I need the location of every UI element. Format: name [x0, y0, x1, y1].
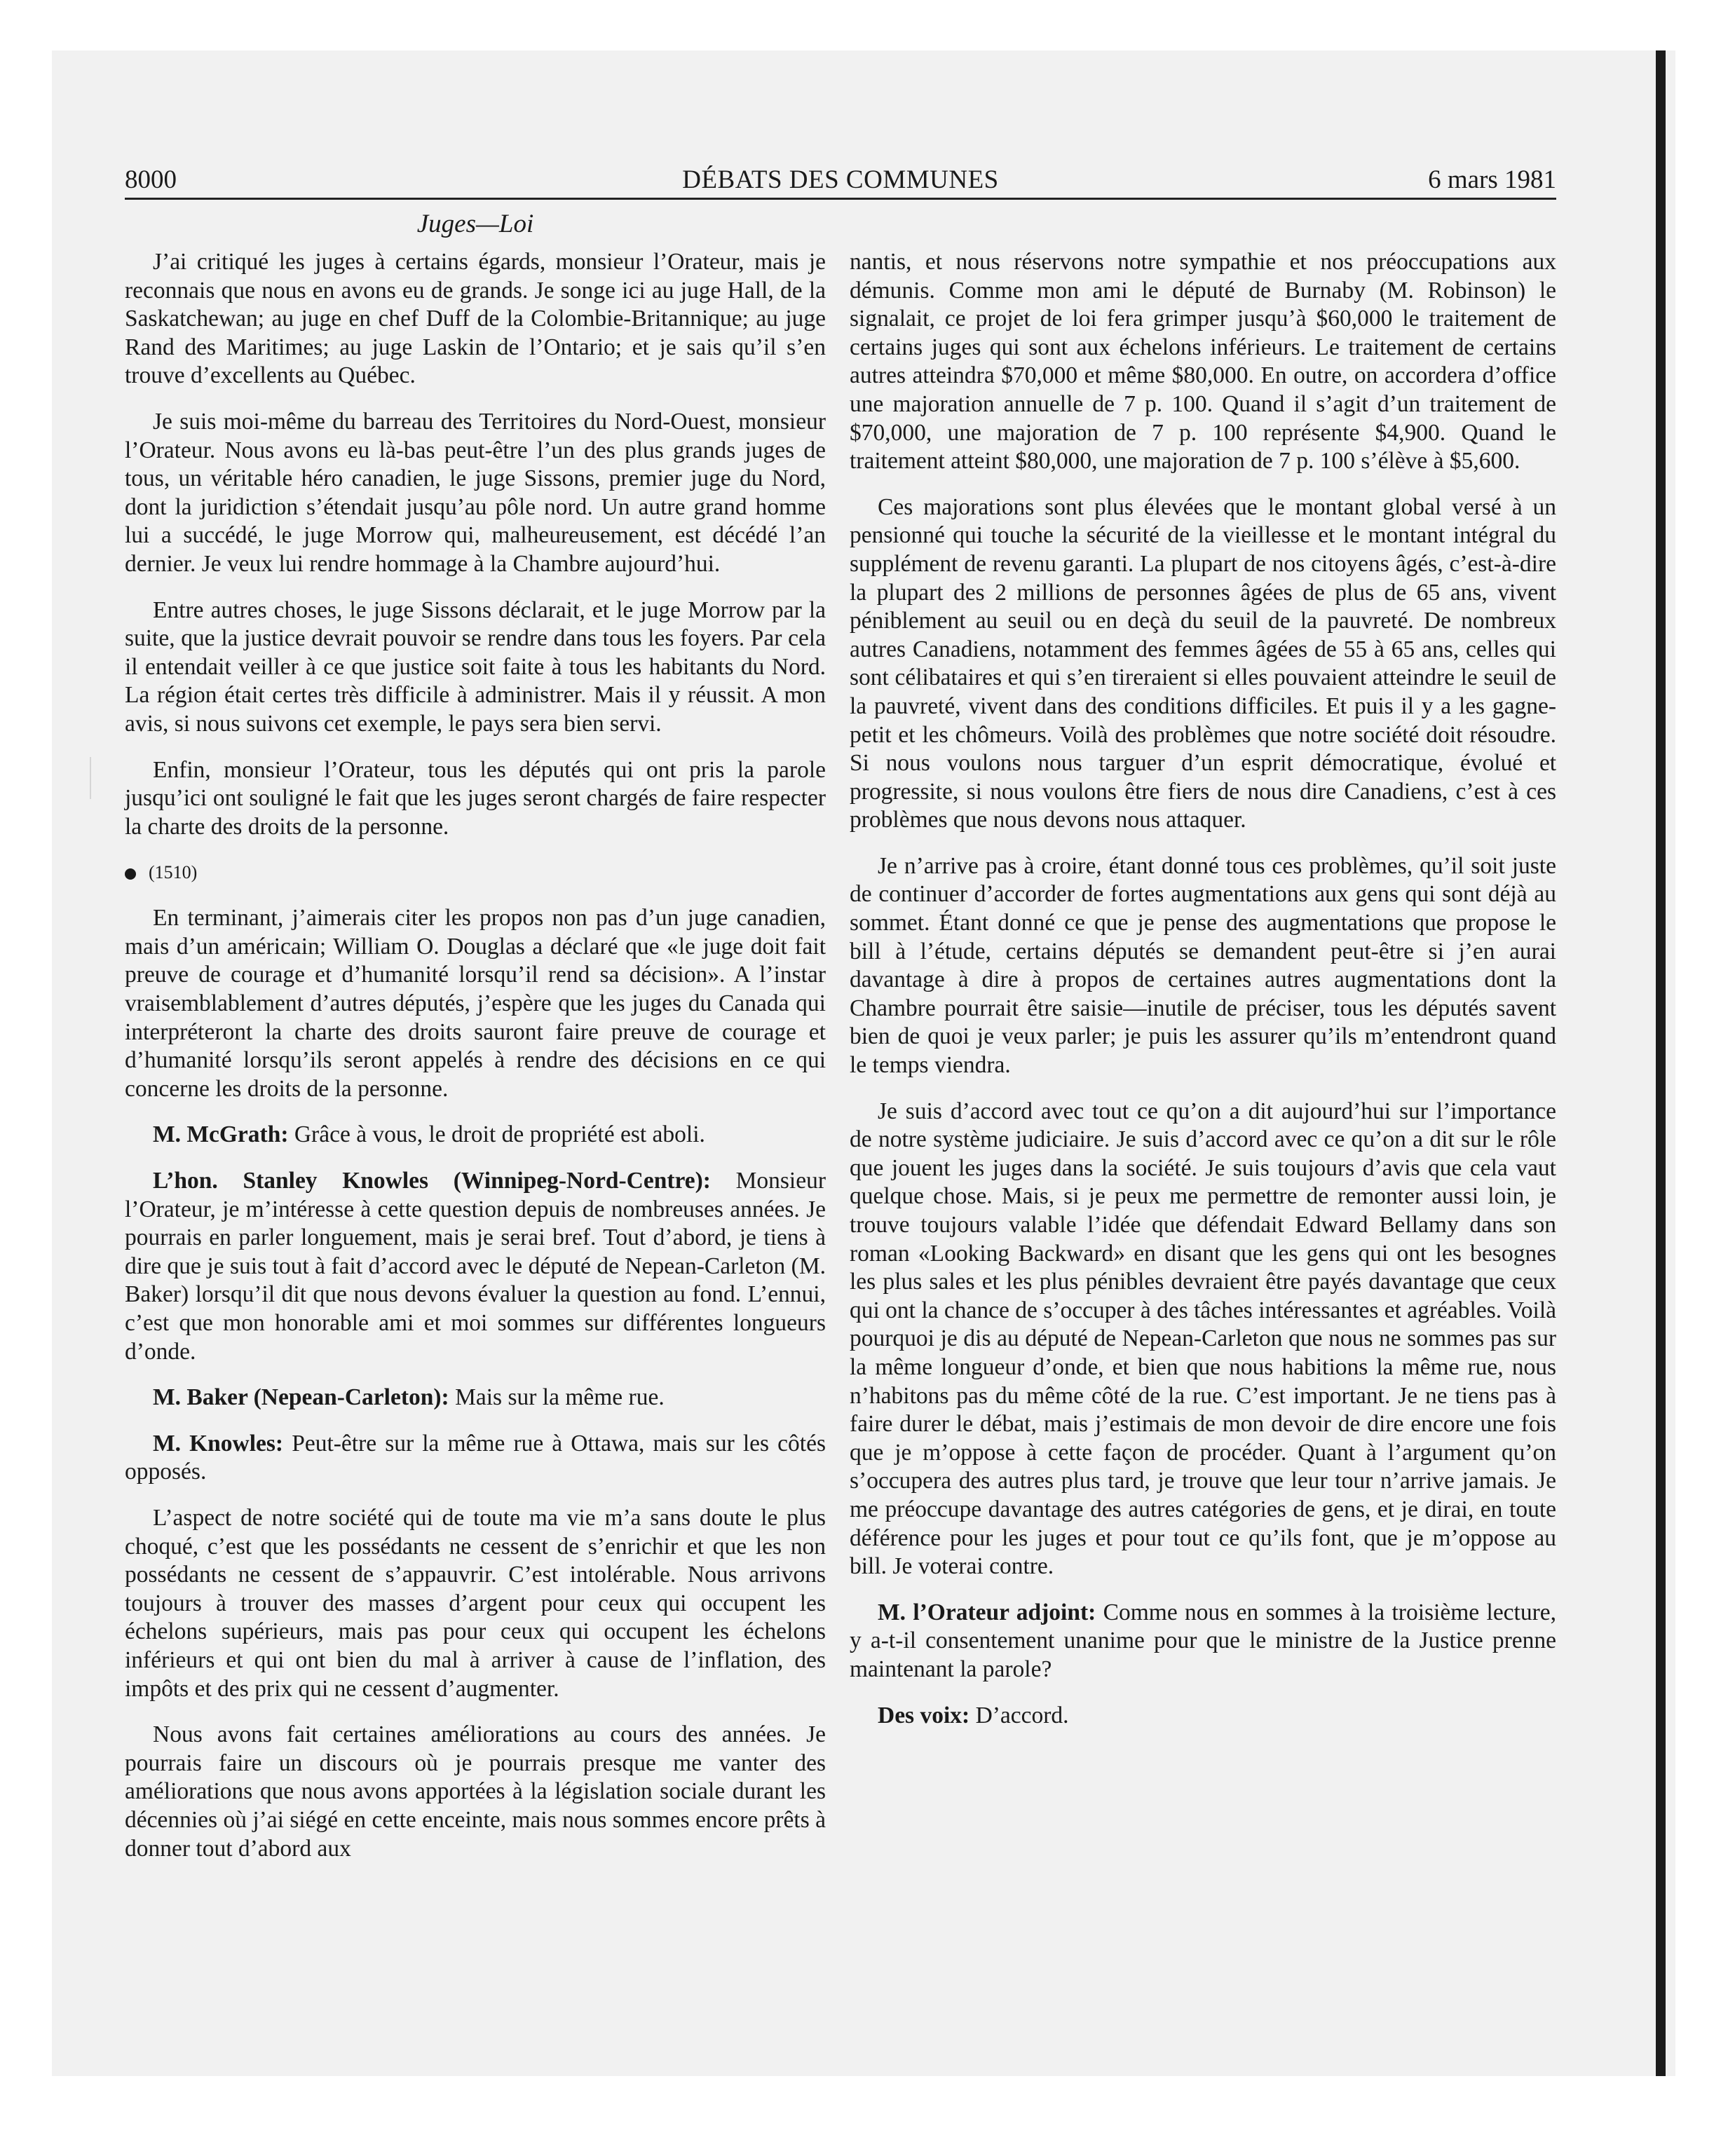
paragraph-text: Ces majorations sont plus élevées que le montant global versé à un pensionné qui touche la sécurité de la vieillesse et le montant intégral du supplément de revenu garanti. La plupart de nos citoyens âgés, c’est-à-dire la plupart des 2 millions de personnes âgées de plus de 65 ans, vivent péniblement au seuil ou en deçà du seuil de la pauvreté. De nombreux autres Canadiens, notamment des femmes âgées de 55 à 65 ans, celles qui sont célibataires et qui s’en tireraient si elles pouvaient atteindre le seuil de la pauvreté, vivent dans des conditions difficiles. Et puis il y a les gagne-petit et les chômeurs. Voilà des problèmes que notre société doit résoudre. Si nous voulons nous targuer d’un esprit démocratique, évolué et progressite, si nous voulons être fiers de nous dire Canadiens, c’est à ces problèmes que nous devons nous attaquer. [850, 493, 1556, 833]
speaker-paragraph [125, 1384, 826, 1412]
speaker-paragraph [850, 1599, 1556, 1684]
paragraph-text: Nous avons fait certaines améliorations au cours des années. Je pourrais faire un discours où je pourrais presque me vanter des améliorations que nous avons apportées à la législation sociale durant les décennies où j’ai siégé en cette enceinte, mais nous sommes encore prêts à donner tout d’abord aux [125, 1721, 826, 1862]
paragraph-text: Mais sur la même rue. [455, 1384, 665, 1411]
paragraph-text: Je n’arrive pas à croire, étant donné tous ces problèmes, qu’il soit juste de continuer d’accorder de fortes augmentations aux gens qui sont déjà au sommet. Étant donné ce que je pense des augmentations que propose le bill à l’étude, certains députés se demandent peut-être si j’en aurai davantage à dire à propos de certaines autres augmentations dont la Chambre pourrait être saisie—inutile de préciser, tous les députés savent bien de quoi je veux parler; je puis les assurer qu’ils m’entendront quand le temps viendra. [850, 852, 1556, 1079]
paragraph-text: J’ai critiqué les juges à certains égards, monsieur l’Orateur, mais je reconnais que nous en avons eu de grands. Je songe ici au juge Hall, de la Saskatchewan; au juge en chef Duff de la Colombie-Britannique; au juge Rand des Maritimes; au juge Laskin de l’Ontario; et je sais qu’il s’en trouve d’excellents au Québec. [125, 249, 826, 389]
paragraph [850, 852, 1556, 1080]
paragraph-text: Monsieur l’Orateur, je m’intéresse à cette question depuis de nombreuses années. Je pourrais en parler longuement, mais je serai bref. Tout d’abord, je tiens à dire que je suis tout à fait d’accord avec le député de Nepean-Carleton (M. Baker) lorsqu’il dit que nous devons évaluer la question au fond. L’ennui, c’est que mon honorable ami et moi sommes sur différentes longueurs d’onde. [125, 1168, 826, 1365]
paragraph-text: Je suis d’accord avec tout ce qu’on a dit aujourd’hui sur l’importance de notre système judiciaire. Je suis d’accord avec ce qu’on a dit sur le rôle que jouent les juges dans la société. Je suis toujours d’avis que cela vaut quelque chose. Mais, si je peux me permettre de remonter aussi loin, je trouve toujours valable l’idée que défendait Edward Bellamy dans son roman «Looking Backward» en disant que les gens qui ont les besognes les plus sales et les plus pénibles devraient être payés davantage que ceux qui ont la chance de s’occuper à des tâches intéressantes et agréables. Voilà pourquoi je dis au député de Nepean-Carleton que nous ne sommes pas sur la même longueur d’onde, et bien que nous habitions la même rue, nous n’habitons pas du même côté de la rue. C’est important. Je ne tiens pas à faire durer le débat, mais j’estimais de mon devoir de dire encore une fois que je m’oppose à cette façon de procéder. Quant à l’argument qu’on s’occupera des autres plus tard, je trouve que leur tour n’arrive jamais. Je me préoccupe davantage des autres catégories de gens, et je dirai, en toute déférence pour les juges et pour tout ce qu’ils font, que je m’oppose au bill. Je voterai contre. [850, 1098, 1557, 1580]
paragraph [125, 904, 826, 1103]
paragraph [125, 1504, 826, 1703]
paragraph [850, 248, 1556, 476]
paragraph [125, 408, 826, 579]
paragraph-text: Comme nous en sommes à la troisième lecture, y a-t-il consentement unanime pour que le ministre de la Justice prenne maintenant la parole? [850, 1599, 1557, 1682]
bullet-icon [125, 868, 136, 880]
left-column [125, 248, 826, 1881]
section-title: Juges—Loi [416, 210, 534, 238]
paragraph-text: Peut-être sur la même rue à Ottawa, mais sur les côtés opposés. [125, 1430, 826, 1485]
speaker-paragraph [850, 1702, 1556, 1731]
paragraph-text: L’aspect de notre société qui de toute ma vie m’a sans doute le plus choqué, c’est que les possédants ne cessent de s’enrichir et que les non possédants ne cessent de s’appauvrir. C’est intolérable. Nous arrivons toujours à trouver des masses d’argent pour ceux qui occupent les échelons supérieurs, mais pas pour ceux qui occupent les échelons inférieurs et qui ont bien du mal à arriver à cause de l’inflation, des impôts et des prix qui ne cessent d’augmenter. [125, 1504, 826, 1702]
paragraph-text: nantis, et nous réservons notre sympathie et nos préoccupations aux démunis. Comme mon ami le député de Burnaby (M. Robinson) le signalait, ce projet de loi fera grimper jusqu’à $60,000 le traitement de certains juges qui sont aux échelons inférieurs. Le traitement de certains autres atteindra $70,000 et même $80,000. En outre, on accordera d’office une majoration annuelle de 7 p. 100. Quand il s’agit d’un traitement de $70,000, une majoration de 7 p. 100 représente $4,900. Quand le traitement atteint $80,000, une majoration de 7 p. 100 s’élève à $5,600. [850, 249, 1556, 475]
paragraph-text: Je suis moi-même du barreau des Territoires du Nord-Ouest, monsieur l’Orateur. Nous avons eu là-bas peut-être l’un des plus grands juges de tous, un véritable héro canadien, le juge Sissons, premier juge du Nord, dont la juridiction s’étendait jusqu’au pôle nord. Un autre grand homme lui a succédé, le juge Morrow qui, malheureusement, est décédé l’an dernier. Je veux lui rendre hommage à la Chambre aujourd’hui. [125, 408, 826, 577]
speaker-name: Des voix: [878, 1702, 970, 1728]
speaker-paragraph [125, 1121, 826, 1149]
paragraph [125, 1721, 826, 1863]
paragraph-text: Entre autres choses, le juge Sissons déclarait, et le juge Morrow par la suite, que la justice devrait pouvoir se rendre dans tous les foyers. Par cela il entendait veiller à ce que justice soit faite à tous les habitants du Nord. La région était certes très difficile à administrer. Mais il y réussit. A mon avis, si nous suivons cet exemple, le pays sera bien servi. [125, 596, 826, 737]
paragraph [125, 596, 826, 739]
paragraph [850, 1098, 1556, 1581]
speaker-name: M. Knowles: [153, 1430, 284, 1456]
paragraph [125, 756, 826, 842]
speaker-paragraph [125, 1430, 826, 1487]
paragraph-text: D’accord. [975, 1702, 1069, 1728]
paragraph-text: Enfin, monsieur l’Orateur, tous les députés qui ont pris la parole jusqu’ici ont souligné le fait que les juges seront chargés de faire respecter la charte des droits de la personne. [125, 756, 826, 840]
page-number: 8000 [125, 165, 177, 194]
issue-date: 6 mars 1981 [1428, 165, 1556, 194]
speaker-name: L’hon. Stanley Knowles (Winnipeg-Nord-Centre): [153, 1168, 711, 1194]
speaker-paragraph [125, 1167, 826, 1366]
time-marker [125, 859, 826, 887]
speaker-name: M. Baker (Nepean-Carleton): [153, 1384, 449, 1411]
paragraph [125, 248, 826, 390]
speaker-name: M. l’Orateur adjoint: [878, 1599, 1096, 1625]
paragraph-text: Grâce à vous, le droit de propriété est aboli. [294, 1121, 705, 1148]
speaker-name: M. McGrath: [153, 1121, 289, 1148]
paragraph-text: En terminant, j’aimerais citer les propos non pas d’un juge canadien, mais d’un américain; William O. Douglas a déclaré que «le juge doit fait preuve de courage et d’humanité lorsqu’il rend sa décision». A l’instar vraisemblablement d’autres députés, j’espère que les juges du Canada qui interpréteront la charte des droits sauront faire preuve de courage et d’humanité lorsqu’ils seront appelés à rendre des décisions en ce qui concerne les droits de la personne. [125, 905, 826, 1102]
scan-edge-bar [1656, 50, 1666, 2076]
time-marker-text: (1510) [149, 862, 198, 883]
paragraph [850, 493, 1556, 835]
scan-artifact-line [90, 757, 91, 799]
page-header [125, 156, 1556, 200]
publication-title: DÉBATS DES COMMUNES [682, 165, 999, 194]
right-column [850, 248, 1556, 1747]
